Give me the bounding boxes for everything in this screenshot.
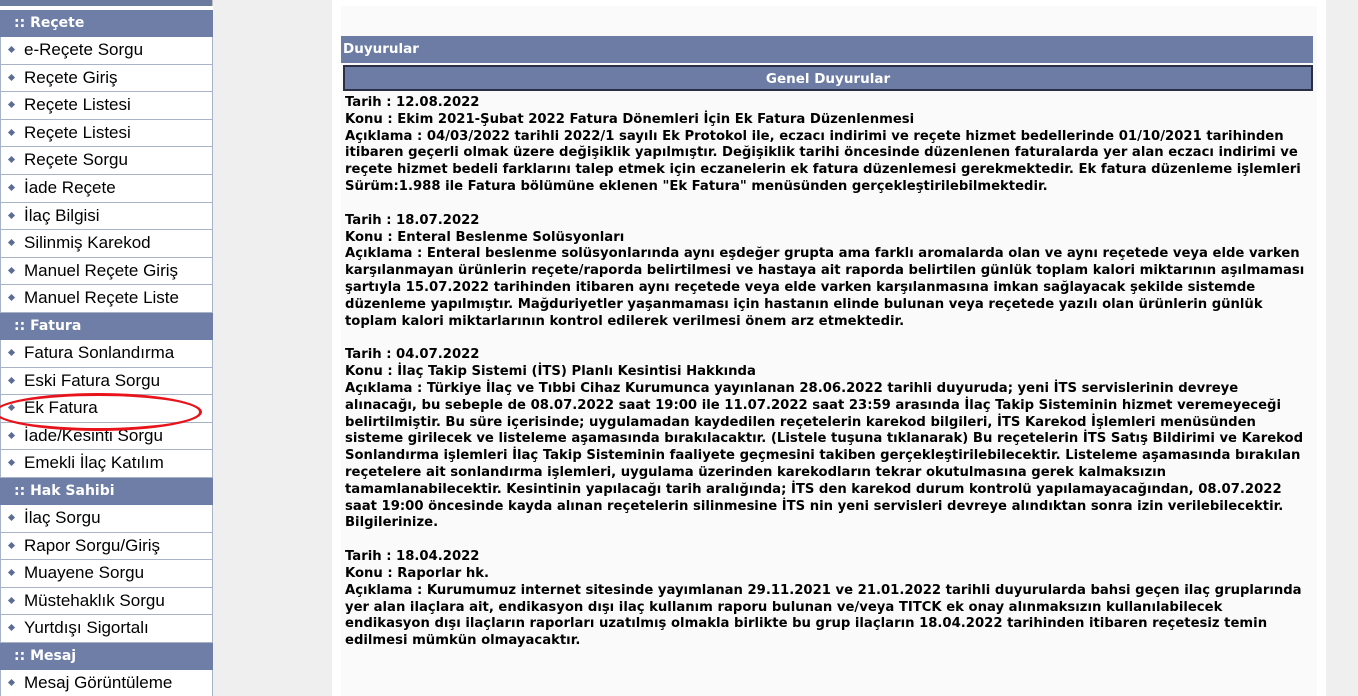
bullet-icon: [8, 597, 15, 604]
bullet-icon: [8, 101, 15, 108]
menu-item-emekli-ilac-katilim[interactable]: Emekli İlaç Katılım: [0, 450, 213, 478]
section-header-recete: :: Reçete: [0, 10, 213, 37]
announcement-description: Açıklama : Kurumumuz internet sitesinde yayımlanan 29.11.2021 ve 21.01.2022 tarihli duyurularda bahsi geçen ilaç gruplarında yer alan ilaçlara ait, endikasyon dışı ilaç kullanım raporu bulunan ve/veya TITCK ek onay alınmaksızın kullanılabilecek endikasyon dışı ilaçların raporları uzatılmış olmakla birlikte bu grup ilaçların 18.04.2022 tarihinden itibaren reçetesiz temin edilmesi mümkün olmayacaktır.: [345, 582, 1302, 649]
menu-item-ek-fatura[interactable]: Ek Fatura: [0, 395, 213, 423]
bullet-icon: [8, 129, 15, 136]
announcement-date: Tarih : 04.07.2022: [345, 347, 480, 363]
announcement-subject: Konu : İlaç Takip Sistemi (İTS) Planlı Kesintisi Hakkında: [345, 364, 756, 380]
announcement-date: Tarih : 18.04.2022: [345, 549, 480, 565]
bullet-icon: [8, 624, 15, 631]
menu-item-e-recete-sorgu[interactable]: e-Reçete Sorgu: [0, 37, 213, 65]
menu-item-recete-giris[interactable]: Reçete Giriş: [0, 65, 213, 93]
bullet-icon: [8, 74, 15, 81]
announcement-item: [345, 95, 1305, 196]
bullet-icon: [8, 184, 15, 191]
announcements-panel: [341, 6, 1317, 696]
bullet-icon: [8, 239, 15, 246]
menu-item-recete-listesi[interactable]: Reçete Listesi: [0, 92, 213, 120]
announcement-subject: Konu : Enteral Beslenme Solüsyonları: [345, 229, 625, 245]
bullet-icon: [8, 514, 15, 521]
menu-item-ilac-bilgisi[interactable]: İlaç Bilgisi: [0, 203, 213, 231]
bullet-icon: [8, 404, 15, 411]
bullet-icon: [8, 46, 15, 53]
section-header-fatura: :: Fatura: [0, 313, 213, 340]
bullet-icon: [8, 156, 15, 163]
section-header-hak-sahibi: :: Hak Sahibi: [0, 478, 213, 505]
bullet-icon: [8, 349, 15, 356]
menu-item-muayene-sorgu[interactable]: Muayene Sorgu: [0, 560, 213, 588]
announcement-date: Tarih : 12.08.2022: [345, 95, 480, 110]
menu-item-mustehaklik-sorgu[interactable]: Müstehaklık Sorgu: [0, 588, 213, 616]
bullet-icon: [8, 679, 15, 686]
menu-item-iade-kesinti-sorgu[interactable]: İade/Kesinti Sorgu: [0, 423, 213, 451]
menu-item-ilac-sorgu[interactable]: İlaç Sorgu: [0, 505, 213, 533]
menu-item-recete-sorgu[interactable]: Reçete Sorgu: [0, 147, 213, 175]
announcement-subject: Konu : Raporlar hk.: [345, 565, 490, 581]
main-content-area: [332, 0, 1326, 696]
announcement-item: [345, 347, 1305, 532]
menu-item-silinmis-karekod[interactable]: Silinmiş Karekod: [0, 230, 213, 258]
bullet-icon: [8, 541, 15, 548]
announcement-item: [345, 549, 1305, 650]
menu-item-fatura-sonlandirma[interactable]: Fatura Sonlandırma: [0, 340, 213, 368]
announcement-description: Açıklama : 04/03/2022 tarihli 2022/1 sayılı Ek Protokol ile, eczacı indirimi ve reçete hizmet bedellerinde 01/10/2021 tarihinden itibaren geçerli olmak üzere değişiklik yapılmıştır. Değişiklik tarihi öncesinde düzenlenen faturalarda yer alan eczacı indirimi ve reçete hizmet bedeli farklarını talep etmek için eczanelerin ek fatura düzenlemesi gerekmektedir. Ek fatura düzenleme işlemleri Sürüm:1.988 ile Fatura bölümüne eklenen "Ek Fatura" menüsünden gerçekleştirilebilmektedir.: [345, 128, 1301, 194]
bullet-icon: [8, 569, 15, 576]
menu-item-mesaj-goruntuleme[interactable]: Mesaj Görüntüleme: [0, 670, 213, 696]
section-header-mesaj: :: Mesaj: [0, 643, 213, 670]
announcement-list: [345, 95, 1305, 667]
announcement-item: [345, 213, 1305, 331]
duyurular-title-bar: Duyurular: [341, 36, 1313, 63]
menu-item-eski-fatura-sorgu[interactable]: Eski Fatura Sorgu: [0, 368, 213, 396]
bullet-icon: [8, 294, 15, 301]
bullet-icon: [8, 376, 15, 383]
bullet-icon: [8, 459, 15, 466]
menu-item-manuel-recete-liste[interactable]: Manuel Reçete Liste: [0, 285, 213, 313]
menu-item-rapor-sorgu-giris[interactable]: Rapor Sorgu/Giriş: [0, 533, 213, 561]
right-gutter: [1326, 0, 1358, 696]
genel-duyurular-header: Genel Duyurular: [343, 65, 1313, 91]
announcement-date: Tarih : 18.07.2022: [345, 212, 480, 228]
menu-item-yurtdisi-sigortali[interactable]: Yurtdışı Sigortalı: [0, 615, 213, 643]
menu-item-iade-recete[interactable]: İade Reçete: [0, 175, 213, 203]
announcement-description: Açıklama : Türkiye İlaç ve Tıbbi Cihaz Kurumunca yayınlanan 28.06.2022 tarihli duyuruda; yeni İTS servislerinin devreye alınacağı, bu sebeple de 08.07.2022 saat 19:00 ile 11.07.2022 saat 23:59 arasında İlaç Takip Sisteminin hizmet veremeyeceği belirtilmiştir. Bu süre içerisinde; uygulamadan kaydedilen reçetelerin karekod bilgileri, İTS Karekod İşlemleri menüsünden sisteme girilecek ve listeleme aşamasında bırakılacaktır. (Listele tuşuna tıklanarak) Bu reçetelerin İTS Satış Bildirimi ve Karekod Sonlandırma işlemleri İlaç Takip Sisteminin faaliyete geçmesini takiben gerçekleştirilebilecektir. Listeleme aşamasında bırakılan reçetelere ait sonlandırma işlemleri, uygulama üzerinden karekodların tekrar okutulmasına gerek kalmaksızın tamamlanabilecektir. Kesintinin yapılacağı tarih aralığında; İTS den karekod durum kontrolü yapılamayacağından, 08.07.2022 saat 19:00 öncesinde kayda alınan reçetelerin silinmesine İTS nin yeni servisleri devreye alındıktan sonra izin verilebilecektir. Bilgilerinize.: [345, 380, 1304, 531]
announcement-description: Açıklama : Enteral beslenme solüsyonlarında aynı eşdeğer grupta ama farklı aromalarda olan ve aynı reçetede veya elde varken karşılanmayan ürünlerin reçete/raporda belirtilmesi ve hastaya ait raporda belirtilen günlük toplam kalori miktarının aşılmaması şartıyla 15.07.2022 tarihinden itibaren aynı reçetede veya elde varken karşılanmasına imkan sağlayacak şekilde sistemde düzenleme yapılmıştır. Mağduriyetler yaşanmaması için hastanın elinde bulunan veya reçetede yazılı olan ürünlerin günlük toplam kalori miktarlarının kontrol edilerek verilmesi önem arz etmektedir.: [345, 246, 1305, 329]
menu-item-recete-listesi-2[interactable]: Reçete Listesi: [0, 120, 213, 148]
bullet-icon: [8, 267, 15, 274]
menu-item-manuel-recete-giris[interactable]: Manuel Reçete Giriş: [0, 258, 213, 286]
sidebar: [0, 0, 213, 696]
bullet-icon: [8, 212, 15, 219]
announcement-subject: Konu : Ekim 2021-Şubat 2022 Fatura Dönemleri İçin Ek Fatura Düzenlenmesi: [345, 111, 915, 127]
bullet-icon: [8, 432, 15, 439]
